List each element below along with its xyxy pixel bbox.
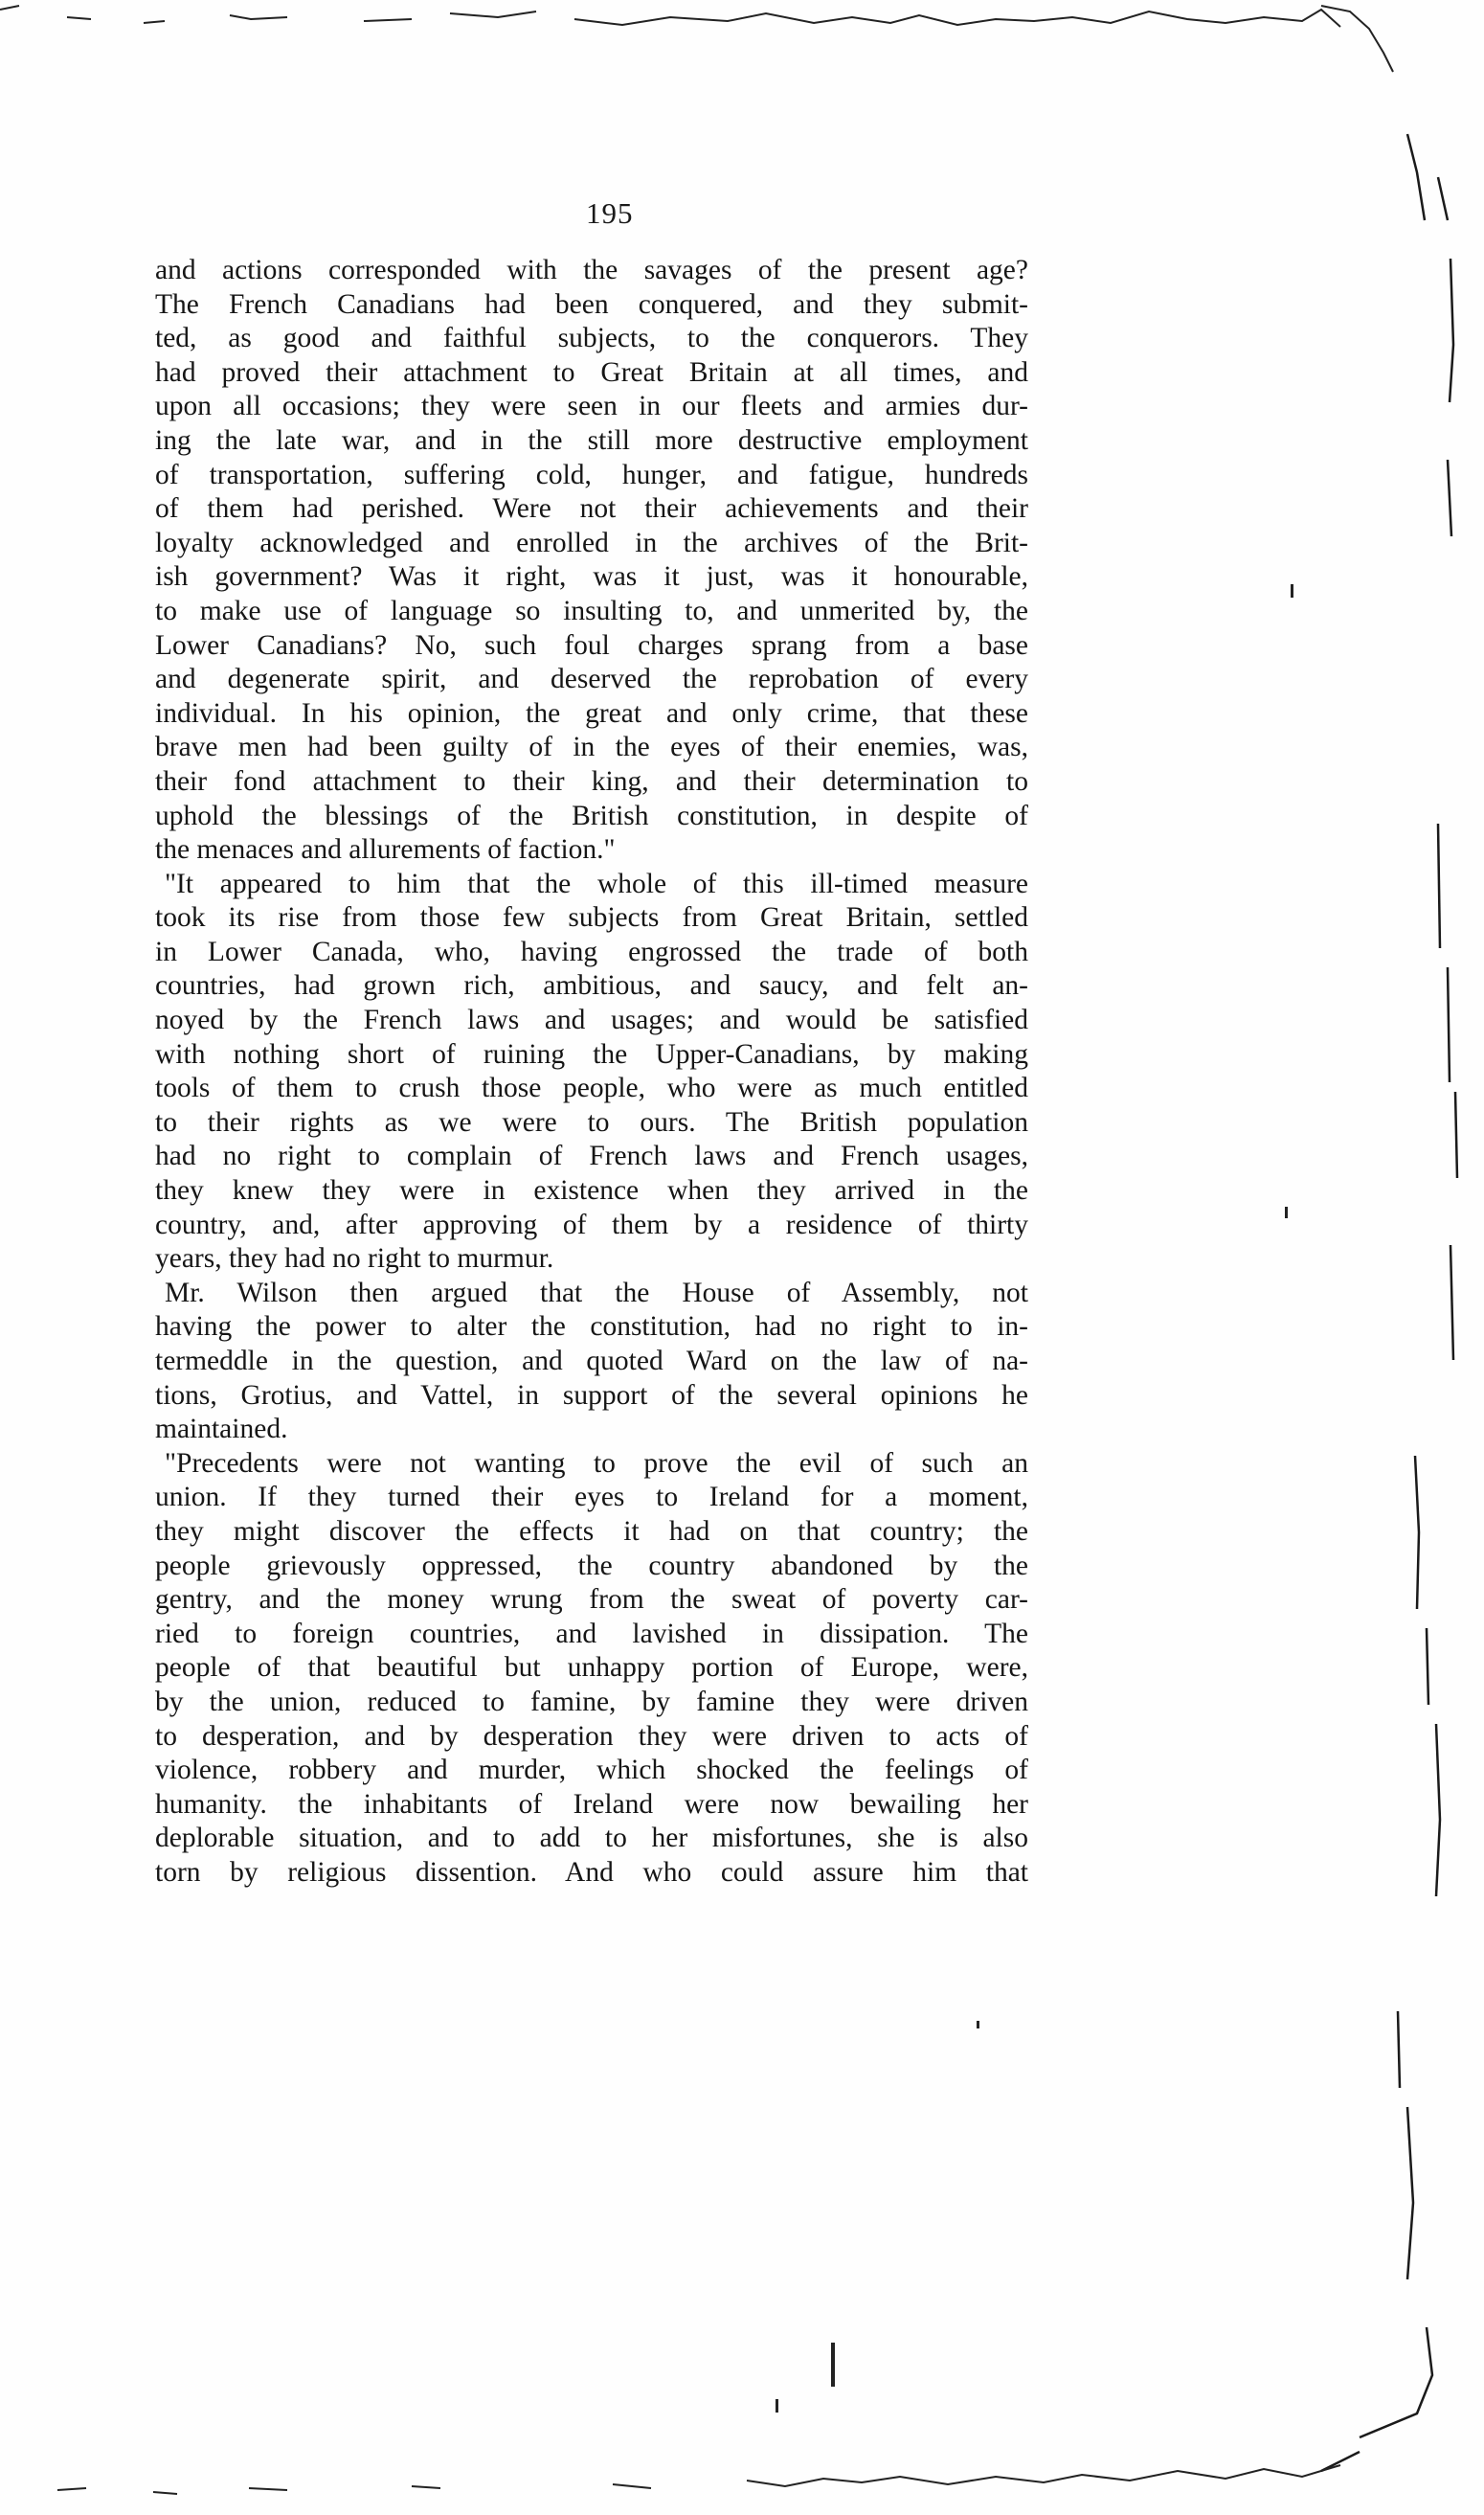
- text-line: maintained.: [155, 1414, 288, 1445]
- text-line: "Precedents were not wanting to prove the evil of such an: [165, 1447, 1028, 1479]
- text-line: with nothing short of ruining the Upper-Canadians, by making: [155, 1038, 1028, 1070]
- text-line: to their rights as we were to ours. The British population: [155, 1106, 1028, 1138]
- text-line: and degenerate spirit, and deserved the reprobation of every: [155, 664, 1028, 695]
- text-line: upon all occasions; they were seen in our fleets and armies dur-: [155, 391, 1028, 422]
- text-line: they might discover the effects it had on that country; the: [155, 1515, 1028, 1547]
- text-line: violence, robbery and murder, which shocked the feelings of: [155, 1755, 1028, 1786]
- text-line: the menaces and allurements of faction.": [155, 834, 616, 866]
- text-line: years, they had no right to murmur.: [155, 1243, 554, 1275]
- body-text: [155, 254, 1028, 1891]
- text-line: humanity. the inhabitants of Ireland were now bewailing her: [155, 1788, 1028, 1820]
- text-line: to desperation, and by desperation they were driven to acts of: [155, 1720, 1028, 1752]
- text-line: ted, as good and faithful subjects, to the conquerors. They: [155, 323, 1028, 354]
- text-line: "It appeared to him that the whole of this ill-timed measure: [165, 868, 1028, 899]
- text-line: of transportation, suffering cold, hunger, and fatigue, hundreds: [155, 459, 1028, 490]
- text-line: ried to foreign countries, and lavished in dissipation. The: [155, 1618, 1028, 1649]
- text-line: had proved their attachment to Great Britain at all times, and: [155, 356, 1028, 388]
- text-line: to make use of language so insulting to, and unmerited by, the: [155, 595, 1028, 626]
- text-line: and actions corresponded with the savages of the present age?: [155, 255, 1028, 285]
- text-line: union. If they turned their eyes to Ireland for a moment,: [155, 1482, 1028, 1513]
- text-line: took its rise from those few subjects from Great Britain, settled: [155, 902, 1028, 934]
- text-line: people of that beautiful but unhappy portion of Europe, were,: [155, 1652, 1028, 1684]
- text-line: by the union, reduced to famine, by famine they were driven: [155, 1686, 1028, 1717]
- text-line: tools of them to crush those people, who were as much entitled: [155, 1073, 1028, 1104]
- text-line: their fond attachment to their king, and their determination to: [155, 765, 1028, 797]
- text-line: individual. In his opinion, the great and only crime, that these: [155, 697, 1028, 729]
- text-line: tions, Grotius, and Vattel, in support of the several opinions he: [155, 1379, 1028, 1411]
- text-line: Lower Canadians? No, such foul charges sprang from a base: [155, 629, 1028, 661]
- text-line: loyalty acknowledged and enrolled in the archives of the Brit-: [155, 527, 1028, 558]
- text-line: gentry, and the money wrung from the sweat of poverty car-: [155, 1584, 1028, 1616]
- text-line: termeddle in the question, and quoted Ward on the law of na-: [155, 1346, 1028, 1376]
- text-line: deplorable situation, and to add to her misfortunes, she is also: [155, 1823, 1028, 1854]
- text-line: having the power to alter the constitution, had no right to in-: [155, 1311, 1028, 1343]
- text-line: torn by religious dissention. And who could assure him that: [155, 1856, 1028, 1888]
- text-line: people grievously oppressed, the country abandoned by the: [155, 1550, 1028, 1581]
- page-number: 195: [586, 196, 634, 230]
- text-line: of them had perished. Were not their achievements and their: [155, 493, 1028, 525]
- text-line: they knew they were in existence when they arrived in the: [155, 1175, 1028, 1207]
- text-line: brave men had been guilty of in the eyes of their enemies, was,: [155, 732, 1028, 763]
- text-line: noyed by the French laws and usages; and would be satisfied: [155, 1005, 1028, 1036]
- text-line: in Lower Canada, who, having engrossed the trade of both: [155, 936, 1028, 967]
- text-line: ing the late war, and in the still more destructive employment: [155, 424, 1028, 456]
- text-line: country, and, after approving of them by a residence of thirty: [155, 1209, 1028, 1240]
- text-line: Mr. Wilson then argued that the House of Assembly, not: [165, 1277, 1028, 1308]
- text-line: ish government? Was it right, was it just, was it honourable,: [155, 561, 1028, 593]
- text-line: uphold the blessings of the British constitution, in despite of: [155, 800, 1028, 831]
- text-line: had no right to complain of French laws and French usages,: [155, 1141, 1028, 1172]
- text-line: The French Canadians had been conquered, and they submit-: [155, 288, 1028, 320]
- text-line: countries, had grown rich, ambitious, and saucy, and felt an-: [155, 970, 1028, 1002]
